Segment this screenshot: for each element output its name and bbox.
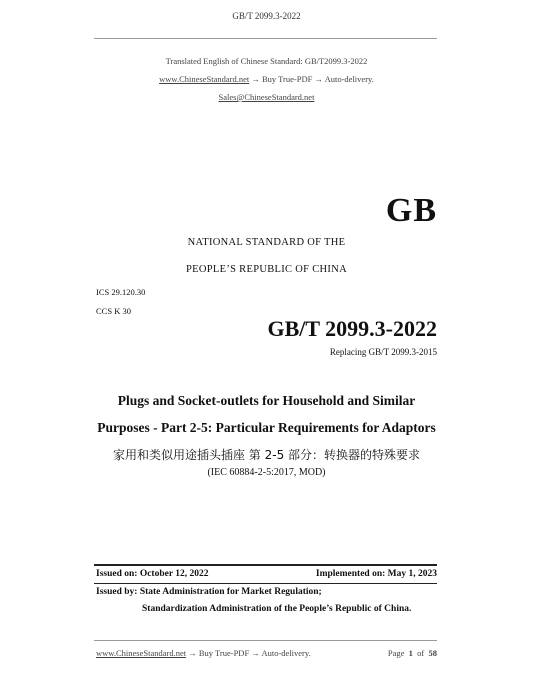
standard-number: GB/T 2099.3-2022 xyxy=(267,316,437,341)
arrow-icon: → xyxy=(251,74,260,84)
page-header-title: GB/T 2099.3-2022 xyxy=(232,11,301,21)
page-indicator xyxy=(388,648,437,658)
site-link[interactable]: www.ChineseStandard.net xyxy=(159,74,250,84)
issued-by-2: Standardization Administration of the People’s Republic of China. xyxy=(142,604,412,614)
page-total: 58 xyxy=(428,648,437,658)
auto-delivery-text: Auto-delivery. xyxy=(324,74,374,84)
page-number: 1 xyxy=(408,648,413,658)
top-links-line xyxy=(0,74,533,84)
footer-auto-text: Auto-delivery. xyxy=(261,648,311,658)
page-label: Page xyxy=(387,648,405,658)
ccs-code: CCS K 30 xyxy=(96,306,131,316)
national-line-2: PEOPLE’S REPUBLIC OF CHINA xyxy=(186,264,347,275)
translated-line: Translated English of Chinese Standard: GB/T2099.3-2022 xyxy=(165,56,368,66)
issue-top-rule xyxy=(94,564,437,566)
buy-true-pdf-text: Buy True-PDF xyxy=(262,74,313,84)
issued-on: Issued on: October 12, 2022 xyxy=(96,569,209,579)
header-divider xyxy=(94,38,437,39)
title-line-2: Purposes - Part 2-5: Particular Requirements for Adaptors xyxy=(97,420,436,435)
of-label: of xyxy=(417,648,425,658)
title-line-1: Plugs and Socket-outlets for Household and Similar xyxy=(117,393,416,408)
issue-bottom-rule xyxy=(94,583,437,584)
replacing-standard: Replacing GB/T 2099.3-2015 xyxy=(329,347,437,357)
ics-code: ICS 29.120.30 xyxy=(96,287,146,297)
footer-links xyxy=(96,648,311,658)
issued-by: Issued by: State Administration for Market Regulation; xyxy=(96,587,322,597)
chinese-title: 家用和类似用途插头插座 第 2-5 部分：转换器的特殊要求 xyxy=(112,448,421,462)
footer-site-link[interactable]: www.ChineseStandard.net xyxy=(96,648,187,658)
email-link[interactable]: Sales@ChineseStandard.net xyxy=(218,92,315,102)
footer-buy-text: Buy True-PDF xyxy=(198,648,250,658)
arrow-icon: → xyxy=(314,74,323,84)
arrow-icon: → xyxy=(251,648,260,658)
national-line-1: NATIONAL STANDARD OF THE xyxy=(187,237,346,248)
footer-divider xyxy=(94,640,437,641)
implemented-on: Implemented on: May 1, 2023 xyxy=(315,569,437,579)
email-line xyxy=(0,92,533,102)
iec-reference: (IEC 60884-2-5:2017, MOD) xyxy=(207,467,326,478)
arrow-icon: → xyxy=(188,648,197,658)
gb-logo: GB xyxy=(385,192,437,229)
